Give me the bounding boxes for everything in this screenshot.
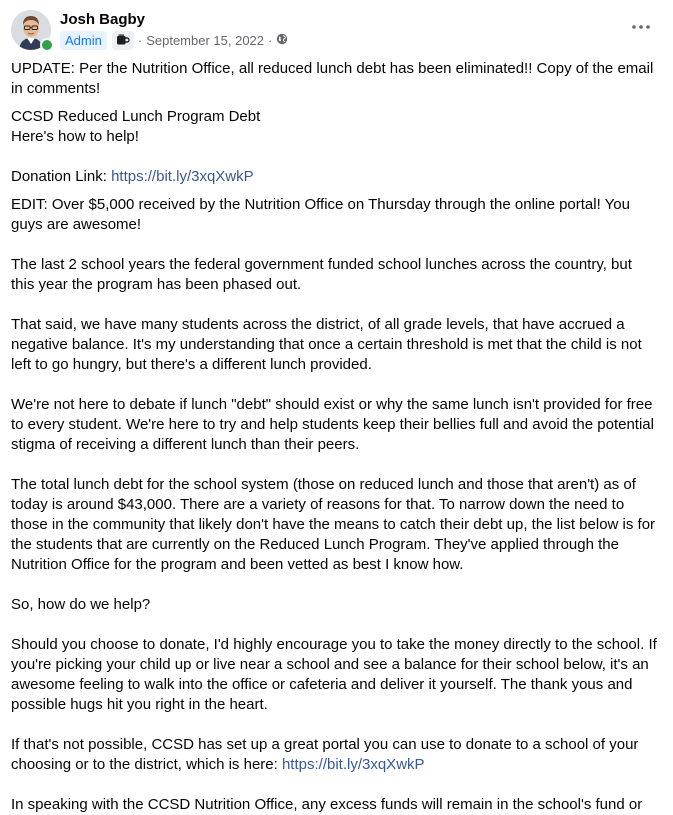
post-paragraph: That said, we have many students across the district, of all grade levels, that have accrued a negative balance. It's my understanding that once a certain threshold is met that the child is not left to go hungry, but there's a different lunch provided.	[11, 316, 642, 373]
post-paragraph-edit: EDIT: Over $5,000 received by the Nutrition Office on Thursday through the online portal! You guys are awesome!	[11, 196, 630, 233]
meta-separator: ·	[137, 32, 143, 48]
post-paragraph: In speaking with the CCSD Nutrition Office, any excess funds will remain in the school's fund or	[11, 796, 643, 813]
donation-label: Donation Link:	[11, 168, 112, 185]
portal-text: If that's not possible, CCSD has set up a great portal you can use to donate to a school of your choosing or to the district, which is here:	[11, 736, 639, 773]
post-paragraph-update: UPDATE: Per the Nutrition Office, all reduced lunch debt has been eliminated!! Copy of the email in comments!	[11, 60, 654, 97]
post-paragraph: Should you choose to donate, I'd highly encourage you to take the money directly to the school. If you're picking your child up or live near a school and see a balance for their school below, it's an awesome feeling to walk into the office or cafeteria and deliver it yourself. The thank yous and possible hugs hit you right in the heart.	[11, 636, 657, 713]
post-paragraph-title: CCSD Reduced Lunch Program Debt	[11, 108, 261, 125]
donation-link[interactable]: https://bit.ly/3xqXwkP	[111, 168, 254, 185]
post-meta	[60, 30, 288, 50]
post-paragraph-portal	[11, 735, 659, 775]
meta-separator: ·	[268, 32, 273, 48]
online-status-dot	[40, 38, 54, 52]
post-paragraph: The total lunch debt for the school system (those on reduced lunch and those that aren't) as of today is around $43,000. There are a variety of reasons for that. To narrow down the need to those in the community that likely don't have the means to catch their debt up, the list below is for the students that are currently on the Reduced Lunch Program. They've applied through the Nutrition Office for the program and been vetted as best I know how.	[11, 476, 656, 573]
author-name[interactable]: Josh Bagby	[60, 11, 146, 28]
post-paragraph-subtitle: Here's how to help!	[11, 128, 139, 145]
post-paragraph: The last 2 school years the federal government funded school lunches across the country, but this year the program has been phased out.	[11, 256, 632, 293]
post-header	[11, 9, 661, 51]
globe-icon[interactable]	[276, 33, 288, 48]
post-date[interactable]: September 15, 2022	[146, 32, 265, 48]
coffee-mug-badge[interactable]	[112, 31, 134, 50]
portal-link[interactable]: https://bit.ly/3xqXwkP	[281, 756, 425, 773]
more-options-button[interactable]	[627, 17, 655, 37]
post-body	[11, 59, 659, 815]
more-dots-icon	[632, 25, 650, 29]
post-paragraph-donation	[11, 167, 659, 187]
post-paragraph: So, how do we help?	[11, 596, 151, 613]
post-paragraph: We're not here to debate if lunch "debt" should exist or why the same lunch isn't provided for free to every student. We're here to try and help students keep their bellies full and avoid the potential stigma of receiving a different lunch than their peers.	[11, 396, 654, 453]
coffee-mug-icon	[116, 34, 130, 46]
admin-badge[interactable]: Admin	[60, 31, 107, 50]
